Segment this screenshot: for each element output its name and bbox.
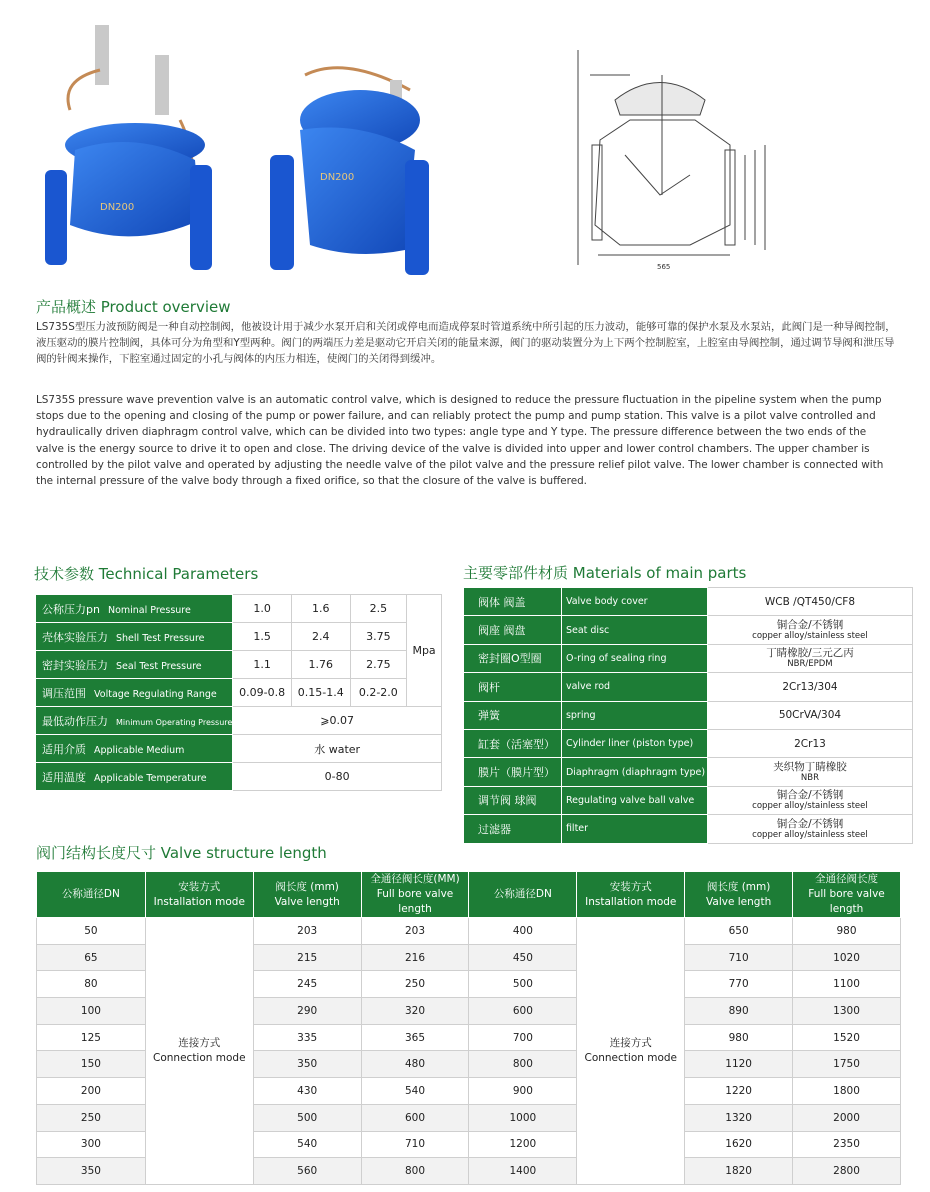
col-dn: 公称通径DN <box>37 872 146 918</box>
full-length-cell: 1100 <box>793 971 901 998</box>
length-cell: 980 <box>685 1024 793 1051</box>
material-part-cn: 阀体 阀盖 <box>464 588 562 616</box>
full-length-cell: 1520 <box>793 1024 901 1051</box>
overview-en-text: LS735S pressure wave prevention valve is an automatic control valve, which is designed to reduce the pressure fluctuation in the pipeline system when the pump stops due to the opening and closing of the pump or power failure, and can reliably protect the pump and pump station. This valve is a pilot valve controlled and hydraulically driven diaphragm control valve, which can be divided into two types: angle type and Y type. The pressure difference between the two ends of the valve is the energy source to drive it to open and close. The driving device of the valve is divided into upper and lower control chambers. The upper chamber is controlled by the pilot valve and operated by adjusting the needle valve of the pilot valve and the pressure relief pilot valve. The lower chamber is connected with the internal pressure of the valve body through a fixed orifice, so that the closure of the valve is buffered. <box>36 394 884 488</box>
full-length-cell: 980 <box>793 918 901 945</box>
material-value: WCB /QT450/CF8 <box>707 588 912 616</box>
table-row <box>37 918 901 945</box>
connection-mode: 连接方式 Connection mode <box>577 918 685 1185</box>
dn-cell: 700 <box>469 1024 577 1051</box>
full-length-cell: 250 <box>361 971 469 998</box>
full-length-cell: 320 <box>361 998 469 1025</box>
dn-cell: 65 <box>37 944 146 971</box>
dn-cell: 400 <box>469 918 577 945</box>
dn-cell: 1400 <box>469 1158 577 1185</box>
tech-value: 0-80 <box>233 763 442 791</box>
dn-cell: 350 <box>37 1158 146 1185</box>
full-length-cell: 600 <box>361 1104 469 1131</box>
dn-cell: 600 <box>469 998 577 1025</box>
tech-label: 壳体实验压力 Shell Test Pressure <box>36 623 233 651</box>
length-cell: 245 <box>253 971 361 998</box>
col-install: 安装方式 Installation mode <box>145 872 253 918</box>
full-length-cell: 540 <box>361 1078 469 1105</box>
material-row <box>464 815 913 843</box>
material-row <box>464 786 913 814</box>
valve-photo-1 <box>40 20 215 280</box>
length-title: 阀门结构长度尺寸 Valve structure length <box>36 844 327 862</box>
material-value: 铜合金/不锈钢 copper alloy/stainless steel <box>707 616 912 644</box>
dn-cell: 1000 <box>469 1104 577 1131</box>
dn-cell: 200 <box>37 1078 146 1105</box>
tech-value: 0.15-1.4 <box>291 679 350 707</box>
material-part-en: valve rod <box>561 673 707 701</box>
material-part-en: Seat disc <box>561 616 707 644</box>
tech-value: 1.1 <box>233 651 292 679</box>
full-length-cell: 1750 <box>793 1051 901 1078</box>
tech-row <box>36 707 442 735</box>
full-length-cell: 1020 <box>793 944 901 971</box>
material-value: 夹织物丁睛橡胶 NBR <box>707 758 912 786</box>
tech-value: 1.76 <box>291 651 350 679</box>
tech-value: 1.0 <box>233 595 292 623</box>
dn-cell: 800 <box>469 1051 577 1078</box>
length-cell: 890 <box>685 998 793 1025</box>
tech-label: 公称压力pn Nominal Pressure <box>36 595 233 623</box>
length-cell: 500 <box>253 1104 361 1131</box>
full-length-cell: 2350 <box>793 1131 901 1158</box>
material-value: 50CrVA/304 <box>707 701 912 729</box>
col-length: 阀长度 (mm) Valve length <box>685 872 793 918</box>
col-full-length: 全通径阀长度(MM) Full bore valve length <box>361 872 469 918</box>
length-table <box>36 871 901 1185</box>
tech-value: ⩾0.07 <box>233 707 442 735</box>
tech-label: 密封实验压力 Seal Test Pressure <box>36 651 233 679</box>
col-length: 阀长度 (mm) Valve length <box>253 872 361 918</box>
tech-value: 2.75 <box>350 651 407 679</box>
full-length-cell: 216 <box>361 944 469 971</box>
full-length-cell: 203 <box>361 918 469 945</box>
tech-row <box>36 735 442 763</box>
materials-table <box>463 587 913 844</box>
full-length-cell: 800 <box>361 1158 469 1185</box>
tech-value: 1.5 <box>233 623 292 651</box>
length-cell: 560 <box>253 1158 361 1185</box>
tech-value: 0.09-0.8 <box>233 679 292 707</box>
dn-cell: 100 <box>37 998 146 1025</box>
tech-value: 水 water <box>233 735 442 763</box>
dn-cell: 500 <box>469 971 577 998</box>
col-full-length: 全通径阀长度 Full bore valve length <box>793 872 901 918</box>
material-part-en: Regulating valve ball valve <box>561 786 707 814</box>
length-cell: 710 <box>685 944 793 971</box>
dn-cell: 125 <box>37 1024 146 1051</box>
material-part-cn: 阀杆 <box>464 673 562 701</box>
tech-value: 2.5 <box>350 595 407 623</box>
materials-title: 主要零部件材质 Materials of main parts <box>463 564 747 582</box>
length-cell: 215 <box>253 944 361 971</box>
tech-row <box>36 763 442 791</box>
overview-cn-text: LS735S型压力波预防阀是一种自动控制阀，他被设计用于减少水泵开启和关闭或停电而造成停泵时管道系统中所引起的压力波动，能够可靠的保护水泵及水泵站，此阀门是一种导阀控制，液压驱动的膜片控制阀，具体可分为角型和Y型两种。阀门的两端压力差是驱动它开启关闭的能量来源，阀门的驱动装置分为上下两个控制腔室，上腔室由导阀控制，通过调节导阀和泄压导阀的针阀来操作，下腔室通过固定的小孔与阀体的内压力相连，使阀门的关闭得到缓冲。 <box>36 321 896 366</box>
material-part-cn: 过滤器 <box>464 815 562 843</box>
connection-mode: 连接方式 Connection mode <box>145 918 253 1185</box>
material-part-cn: 密封圈O型圈 <box>464 644 562 672</box>
length-cell: 430 <box>253 1078 361 1105</box>
valve-photo-2 <box>265 60 435 280</box>
full-length-cell: 2800 <box>793 1158 901 1185</box>
valve2-marking: DN200 <box>320 172 355 183</box>
length-cell: 335 <box>253 1024 361 1051</box>
material-part-cn: 阀座 阀盘 <box>464 616 562 644</box>
length-cell: 350 <box>253 1051 361 1078</box>
full-length-cell: 2000 <box>793 1104 901 1131</box>
tech-label: 调压范围 Voltage Regulating Range <box>36 679 233 707</box>
tech-title: 技术参数 Technical Parameters <box>34 565 259 583</box>
full-length-cell: 710 <box>361 1131 469 1158</box>
dn-cell: 80 <box>37 971 146 998</box>
tech-row <box>36 679 442 707</box>
material-part-cn: 调节阀 球阀 <box>464 786 562 814</box>
dn-cell: 300 <box>37 1131 146 1158</box>
length-cell: 290 <box>253 998 361 1025</box>
tech-label: 适用介质 Applicable Medium <box>36 735 233 763</box>
tech-value: 0.2-2.0 <box>350 679 407 707</box>
material-part-en: Valve body cover <box>561 588 707 616</box>
material-part-cn: 缸套（活塞型） <box>464 729 562 757</box>
tech-unit: Mpa <box>407 595 442 707</box>
material-part-en: spring <box>561 701 707 729</box>
valve-section-drawing <box>570 45 785 275</box>
overview-title: 产品概述 Product overview <box>36 298 231 316</box>
tech-value: 1.6 <box>291 595 350 623</box>
material-part-cn: 膜片（膜片型） <box>464 758 562 786</box>
dn-cell: 50 <box>37 918 146 945</box>
material-value: 丁睛橡胶/三元乙丙 NBR/EPDM <box>707 644 912 672</box>
tech-row <box>36 595 442 623</box>
dn-cell: 900 <box>469 1078 577 1105</box>
length-cell: 540 <box>253 1131 361 1158</box>
material-row <box>464 644 913 672</box>
dn-cell: 250 <box>37 1104 146 1131</box>
length-cell: 1220 <box>685 1078 793 1105</box>
material-value: 2Cr13 <box>707 729 912 757</box>
length-cell: 1820 <box>685 1158 793 1185</box>
material-value: 2Cr13/304 <box>707 673 912 701</box>
valve1-marking: DN200 <box>100 202 135 213</box>
material-part-en: O-ring of sealing ring <box>561 644 707 672</box>
dn-cell: 150 <box>37 1051 146 1078</box>
material-row <box>464 616 913 644</box>
length-cell: 1620 <box>685 1131 793 1158</box>
dn-cell: 1200 <box>469 1131 577 1158</box>
full-length-cell: 480 <box>361 1051 469 1078</box>
tech-value: 3.75 <box>350 623 407 651</box>
tech-label: 最低动作压力 Minimum Operating Pressure <box>36 707 233 735</box>
material-part-cn: 弹簧 <box>464 701 562 729</box>
tech-row <box>36 623 442 651</box>
material-part-en: filter <box>561 815 707 843</box>
material-row <box>464 758 913 786</box>
material-row <box>464 673 913 701</box>
material-part-en: Diaphragm (diaphragm type) <box>561 758 707 786</box>
length-cell: 1120 <box>685 1051 793 1078</box>
tech-table <box>35 594 442 791</box>
material-row <box>464 588 913 616</box>
material-part-en: Cylinder liner (piston type) <box>561 729 707 757</box>
material-value: 铜合金/不锈钢 copper alloy/stainless steel <box>707 786 912 814</box>
drawing-dimension: 565 <box>657 263 671 271</box>
length-cell: 650 <box>685 918 793 945</box>
full-length-cell: 1800 <box>793 1078 901 1105</box>
material-value: 铜合金/不锈钢 copper alloy/stainless steel <box>707 815 912 843</box>
tech-label: 适用温度 Applicable Temperature <box>36 763 233 791</box>
length-cell: 770 <box>685 971 793 998</box>
dn-cell: 450 <box>469 944 577 971</box>
length-cell: 203 <box>253 918 361 945</box>
tech-row <box>36 651 442 679</box>
full-length-cell: 365 <box>361 1024 469 1051</box>
material-row <box>464 701 913 729</box>
material-row <box>464 729 913 757</box>
full-length-cell: 1300 <box>793 998 901 1025</box>
col-install: 安装方式 Installation mode <box>577 872 685 918</box>
tech-value: 2.4 <box>291 623 350 651</box>
length-cell: 1320 <box>685 1104 793 1131</box>
col-dn: 公称通径DN <box>469 872 577 918</box>
